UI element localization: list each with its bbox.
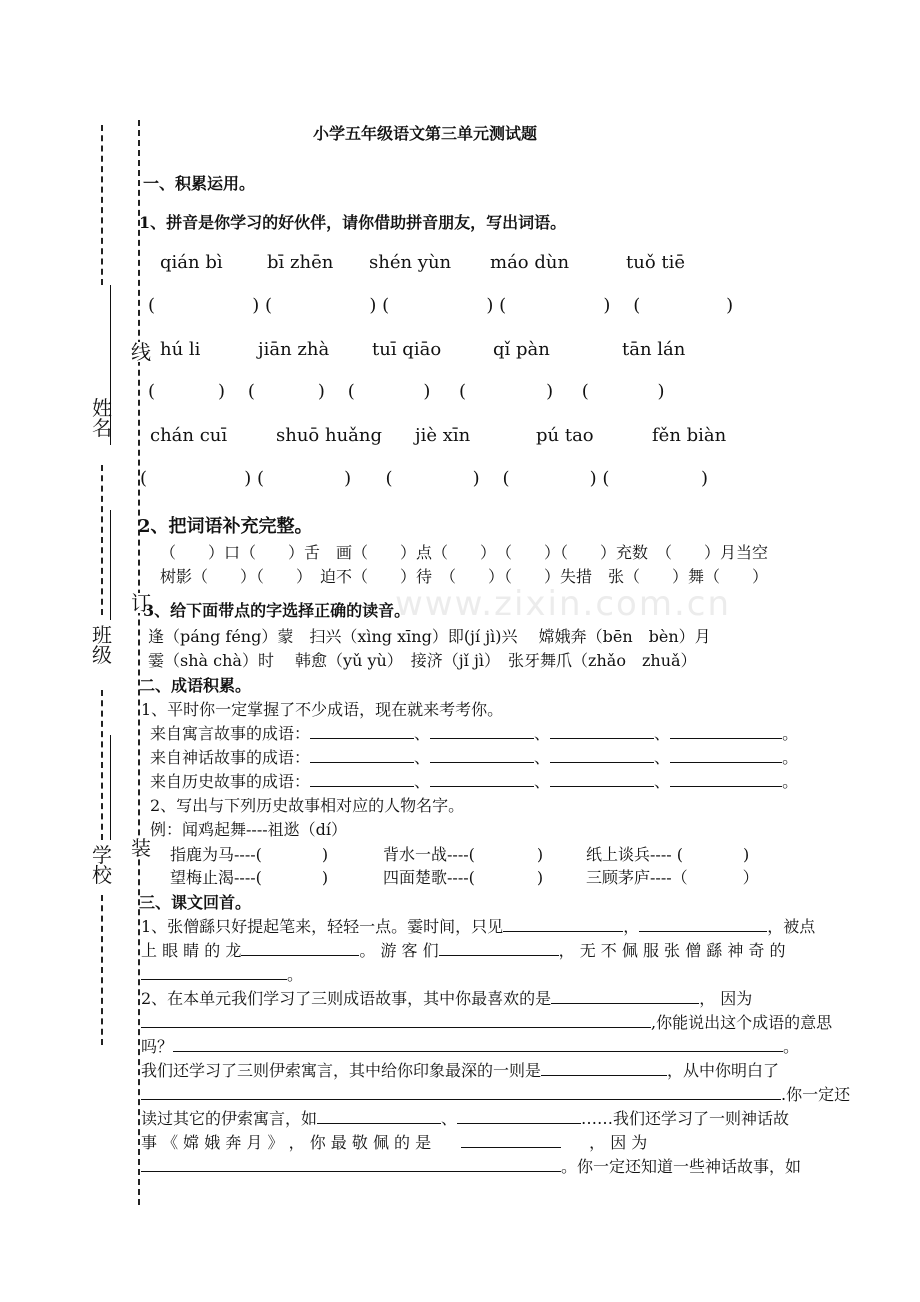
history-item[interactable]: 三顾茅庐----（ ） [586, 868, 759, 887]
margin-name-underline [110, 285, 111, 445]
answer-brackets-row[interactable]: ( ) ( ) ( ) ( ) ( ) [140, 468, 709, 489]
pinyin-cell: qián bì [160, 252, 223, 273]
idiom-line[interactable]: 来自神话故事的成语： 、 、 、 。 [150, 748, 799, 767]
history-item[interactable]: 纸上谈兵---- ( ) [586, 845, 750, 864]
answer-brackets-row[interactable]: ( ) ( ) ( ) ( ) ( ) [148, 295, 734, 316]
binding-line-outer-bottom [101, 895, 103, 1045]
pinyin-cell: tān lán [622, 339, 686, 360]
q1-heading: 1、拼音是你学习的好伙伴，请你借助拼音朋友，写出词语。 [139, 213, 567, 232]
binding-line-outer-top [101, 125, 103, 285]
margin-label-name: 姓名 [92, 396, 112, 440]
pinyin-cell: tuǒ tiē [626, 252, 686, 273]
q2-line1[interactable]: （ ）口（ ）舌 画（ ）点（ ） （ ）（ ）充数 （ ）月当空 [160, 543, 769, 562]
part3-p3-line1[interactable]: 我们还学习了三则伊索寓言，其中给你印象最深的一则是 ，从中你明白了 [141, 1061, 780, 1080]
history-item[interactable]: 背水一战----( ) [383, 845, 544, 864]
q3-line2[interactable]: 霎（shà chà）时 韩愈（yǔ yù） 接济（jǐ jì） 张牙舞爪（zhǎo zhuǎ） [148, 651, 697, 670]
q2-line2[interactable]: 树影（ ）（ ） 迫不（ ）待 （ ）（ ）失措 张（ ）舞（ ） [160, 567, 769, 586]
pinyin-cell: tuī qiāo [372, 339, 442, 360]
page-title: 小学五年级语文第三单元测试题 [313, 124, 538, 143]
pinyin-cell: qǐ pàn [493, 339, 550, 360]
margin-label-zhuang: 装 [131, 836, 151, 860]
pinyin-cell: shén yùn [369, 252, 452, 273]
q3-line1[interactable]: 逢（páng féng）蒙 扫兴（xìng xīng）即(jí jì)兴 嫦娥奔（bēn bèn）月 [148, 627, 711, 646]
margin-label-ding: 订 [131, 591, 151, 615]
margin-label-xian: 线 [131, 340, 151, 364]
margin-label-class: 班级 [92, 623, 112, 667]
answer-brackets-row[interactable]: ( ) ( ) ( ) ( ) ( ) [148, 381, 665, 402]
margin-class-underline [110, 510, 111, 620]
part2-q2: 2、写出与下列历史故事相对应的人物名字。 [150, 796, 465, 815]
part3-p2-line1[interactable]: 2、在本单元我们学习了三则成语故事，其中你最喜欢的是 ， 因为 [141, 989, 753, 1008]
pinyin-cell: shuō huǎng [276, 425, 383, 446]
idiom-line-label: 来自寓言故事的成语： [150, 724, 311, 743]
idiom-line-label: 来自历史故事的成语： [150, 772, 311, 791]
pinyin-cell: pú tao [536, 425, 594, 446]
pinyin-cell: hú li [160, 339, 201, 360]
pinyin-cell: jiān zhà [258, 339, 330, 360]
part3-p1-line3[interactable]: 。 [141, 962, 303, 985]
pinyin-cell: jiè xīn [415, 425, 471, 446]
part2-q1: 1、平时你一定掌握了不少成语，现在就来考考你。 [141, 700, 504, 719]
watermark: www.zixin.com.cn [395, 584, 731, 624]
part3-p3-line2[interactable]: .你一定还 [141, 1082, 850, 1105]
part1-heading: 一、积累运用。 [143, 174, 256, 193]
part3-p1-line1[interactable]: 1、张僧繇只好提起笔来，轻轻一点。霎时间，只见 ， ，被点 [141, 917, 816, 936]
pinyin-cell: fěn biàn [652, 425, 727, 446]
pinyin-cell: máo dùn [490, 252, 570, 273]
part3-p3-line4[interactable]: 事 《 嫦 娥 奔 月 》 ， 你 最 敬 佩 的 是 ， 因 为 [141, 1133, 648, 1152]
pinyin-cell: chán cuī [150, 425, 228, 446]
margin-label-school: 学校 [92, 843, 112, 887]
part3-heading: 三、课文回首。 [139, 893, 252, 912]
part3-p3-line3[interactable]: 读过其它的伊索寓言，如 、 ……我们还学习了一则神话故 [141, 1109, 790, 1128]
q3-heading: 3、给下面带点的字选择正确的读音。 [143, 601, 411, 620]
idiom-line-label: 来自神话故事的成语： [150, 748, 311, 767]
idiom-line[interactable]: 来自历史故事的成语： 、 、 、 。 [150, 772, 799, 791]
binding-line-inner [138, 120, 140, 1205]
margin-school-underline [110, 735, 111, 840]
idiom-line[interactable]: 来自寓言故事的成语： 、 、 、 。 [150, 724, 799, 743]
part2-heading: 二、成语积累。 [139, 676, 252, 695]
binding-line-outer-mid2 [101, 690, 103, 840]
part3-p1-line2[interactable]: 上 眼 睛 的 龙 。 游 客 们 ， 无 不 佩 服 张 僧 繇 神 奇 的 [141, 941, 786, 960]
q2-heading: 2、把词语补充完整。 [138, 516, 313, 537]
part3-p2-line2[interactable]: ,你能说出这个成语的意思 [141, 1010, 832, 1033]
history-item[interactable]: 望梅止渴----( ) [170, 868, 329, 887]
history-item[interactable]: 四面楚歌----( ) [383, 868, 544, 887]
binding-line-outer-mid1 [101, 465, 103, 615]
history-item[interactable]: 指鹿为马----( ) [170, 845, 329, 864]
part3-p3-line5[interactable]: 。你一定还知道一些神话故事，如 [141, 1154, 801, 1177]
pinyin-cell: bī zhēn [267, 252, 334, 273]
part3-p2-line3[interactable]: 吗？ 。 [141, 1037, 800, 1056]
part2-example: 例：闻鸡起舞----祖逖（dí） [150, 820, 347, 839]
